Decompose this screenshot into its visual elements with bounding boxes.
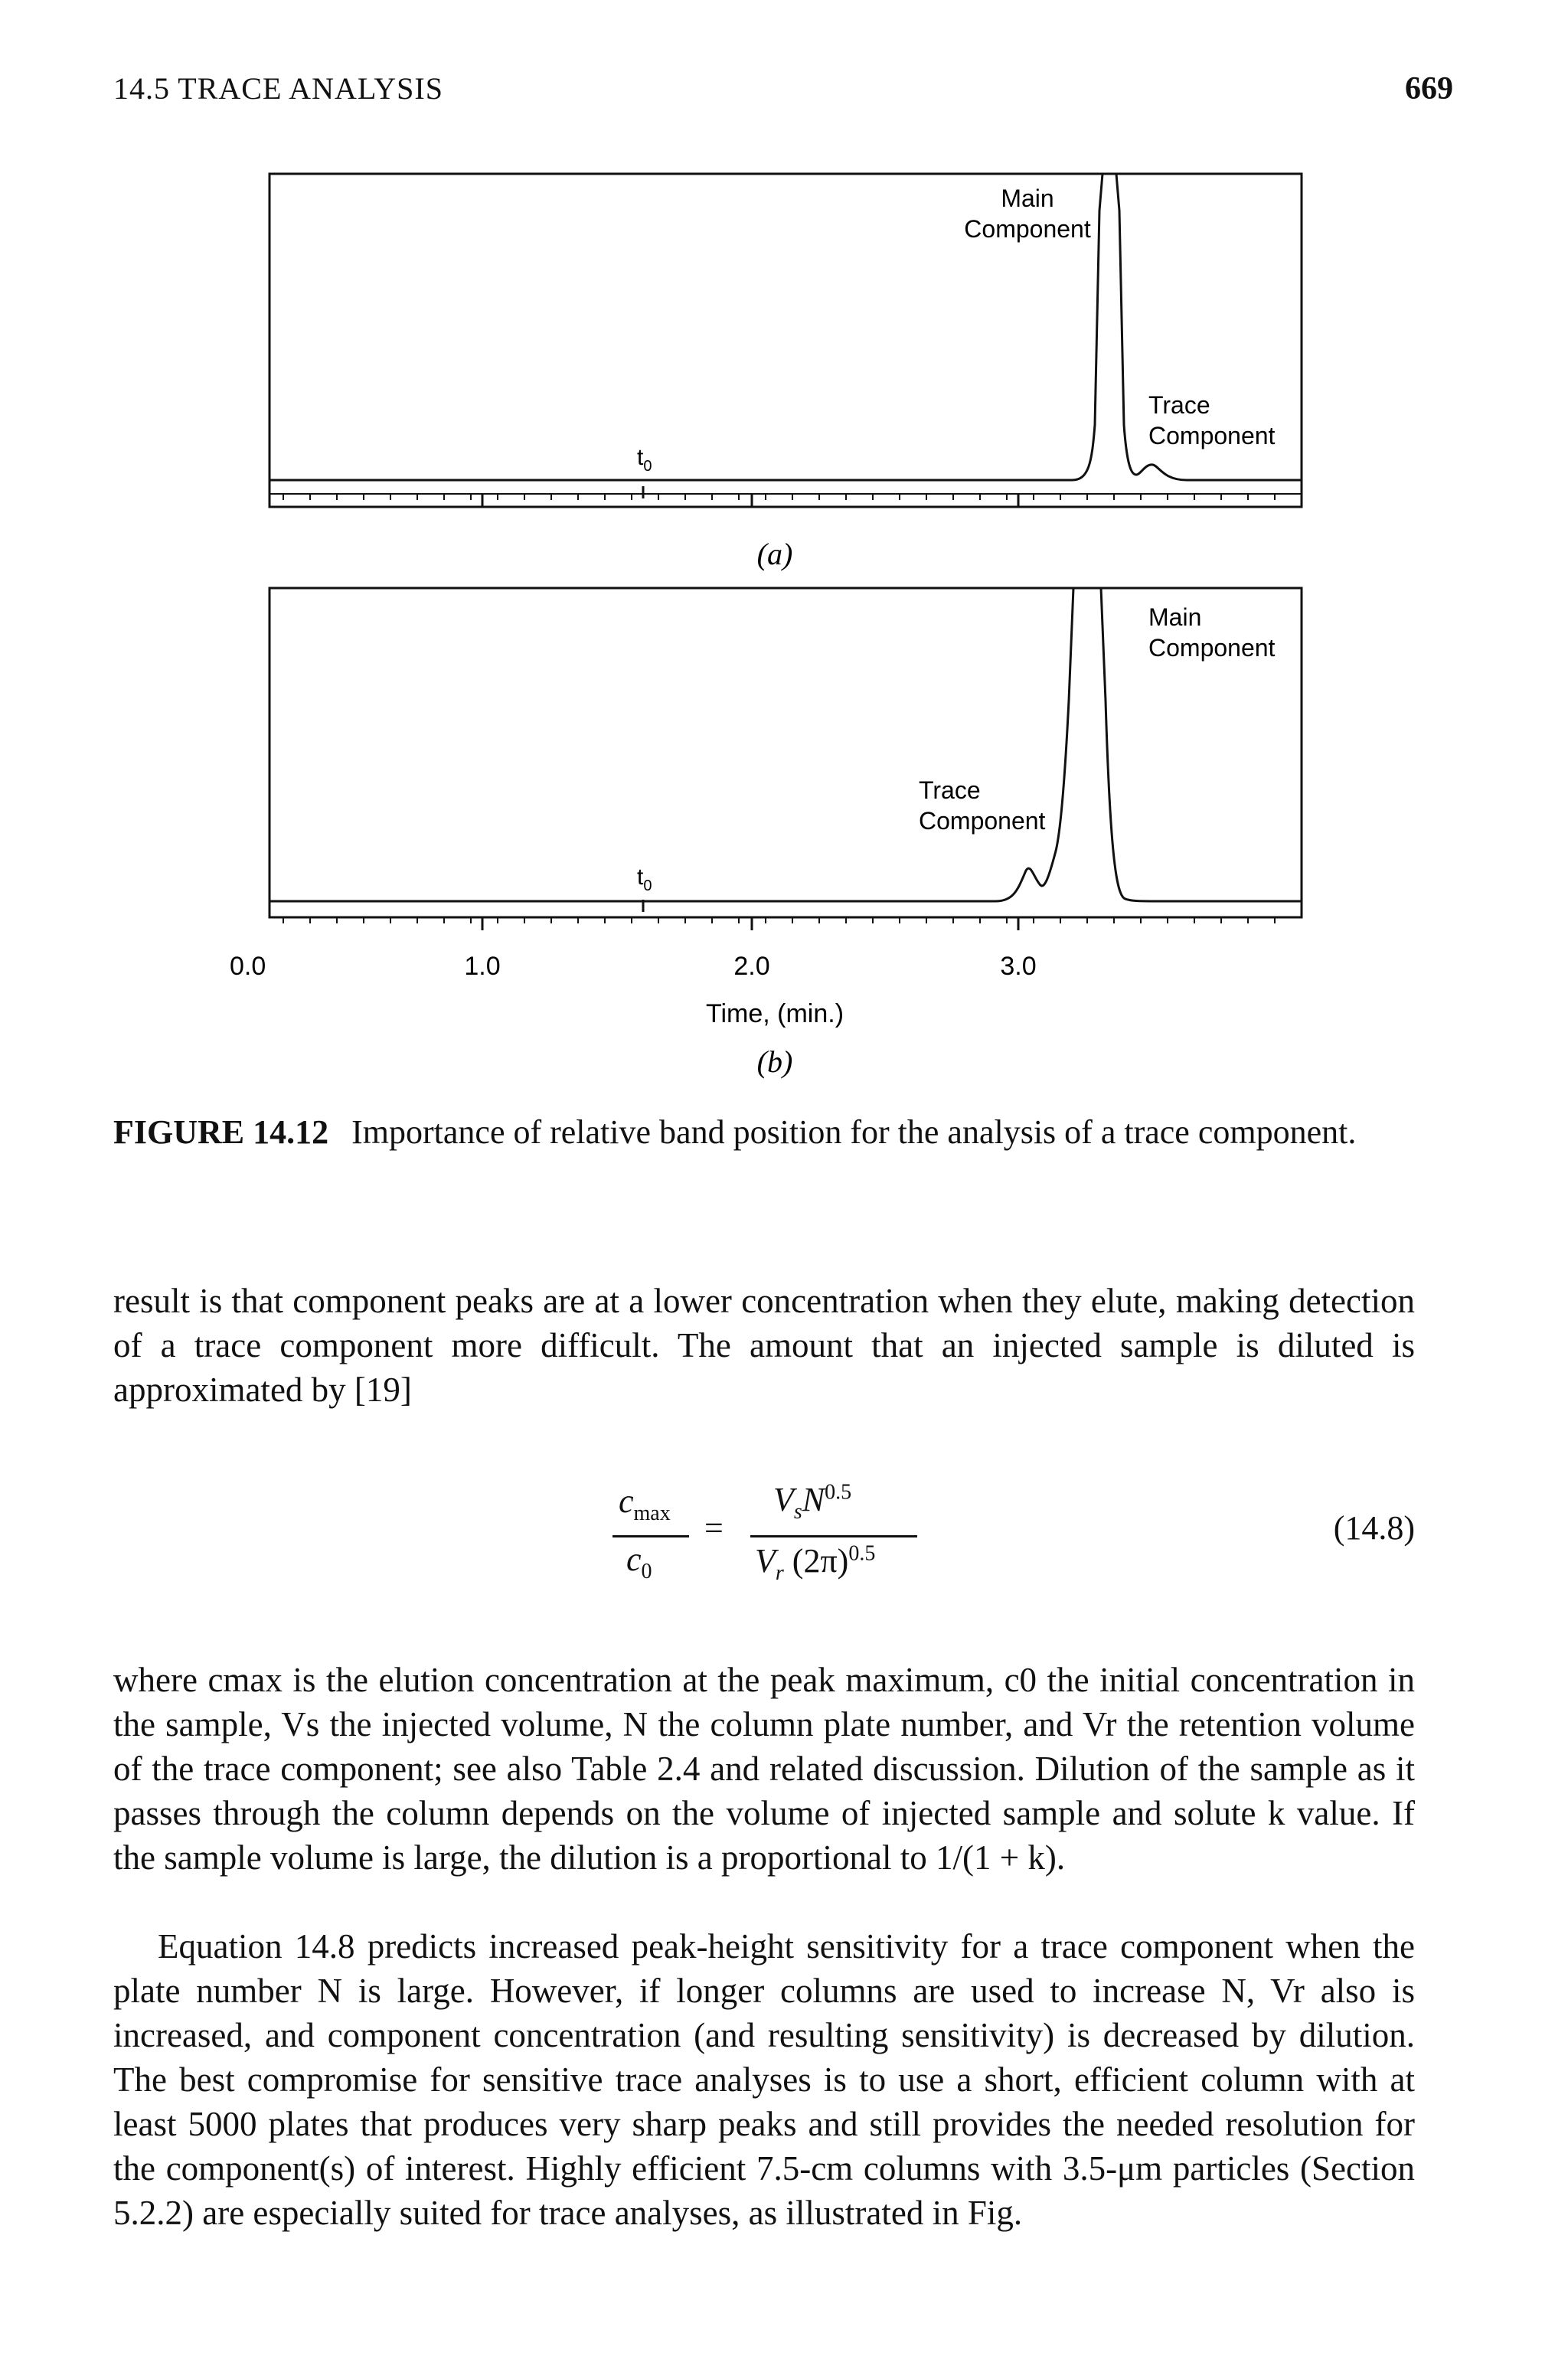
equation-14-8 (0, 1466, 1568, 1619)
panel-b-label: (b) (756, 1044, 793, 1079)
panel-a-trace (270, 174, 1302, 480)
equation-number: (14.8) (1333, 1509, 1415, 1547)
caption-text: Importance of relative band position for the analysis of a trace component. (351, 1113, 1357, 1151)
panel-b-main-label-1: Main (1148, 603, 1202, 631)
eq-rhs-numerator: $V_sN^{0.5}$ (773, 1480, 852, 1524)
panel-b-trace (270, 588, 1302, 901)
eq-lhs-denominator: $c_0$ (626, 1541, 652, 1583)
eq-lhs-numerator: $c_{max}$ (619, 1482, 671, 1525)
page-number: 669 (1405, 71, 1453, 106)
eq-equals: = (704, 1509, 724, 1547)
page-header (113, 70, 1453, 116)
panel-a-frame (270, 174, 1302, 507)
panel-b-frame (270, 588, 1302, 917)
tick-label-1: 1.0 (464, 952, 501, 981)
panel-a-main-label-1: Main (1001, 185, 1054, 212)
panel-b-trace-label-1: Trace (919, 776, 981, 804)
panel-b-trace-label-2: Component (919, 807, 1046, 835)
running-head: 14.5 TRACE ANALYSIS (113, 71, 443, 106)
chromatogram-figure (230, 165, 1317, 1106)
eq-lhs-fraction-bar (612, 1535, 689, 1537)
panel-a-trace-label-1: Trace (1148, 391, 1210, 419)
panel-b-t0-label: $t_0$ (637, 864, 652, 894)
panel-a (270, 174, 1302, 571)
body-paragraph-3: Equation 14.8 predicts increased peak-height sensitivity for a trace component when the plate number N is large. However, if longer columns are used to increase N, Vr also is increased, and component concentration (and resulting sensitivity) is decreased by dilution. The best compromise for sensitive trace analyses is to use a short, efficient column with at least 5000 plates that produces very sharp peaks and still provides the needed resolution for the component(s) of interest. Highly efficient 7.5-cm columns with 3.5-μm particles (Section 5.2.2) are especially suited for trace analyses, as illustrated in Fig. (113, 1927, 1415, 2232)
panel-a-minor-ticks (283, 494, 1275, 500)
panel-a-label: (a) (756, 537, 793, 571)
body-paragraph-1: result is that component peaks are at a lower concentration when they elute, making detection of a trace component more difficult. The amount that an injected sample is diluted is approximated by [19] (113, 1282, 1415, 1409)
panel-a-t0-label: $t_0$ (637, 445, 652, 475)
figure-14-12 (230, 165, 1317, 1106)
panel-b (230, 588, 1302, 1079)
panel-b-main-label-2: Component (1148, 634, 1276, 662)
tick-label-3: 3.0 (1000, 952, 1037, 981)
x-axis-label: Time, (min.) (705, 999, 844, 1028)
tick-label-2: 2.0 (733, 952, 770, 981)
body-paragraph-2: where cmax is the elution concentration at the peak maximum, c0 the initial concentration in the sample, Vs the injected volume, N the column plate number, and Vr the retention volume of the trace component; see also Table 2.4 and related discussion. Dilution of the sample as it passes through the column depends on the volume of injected sample and solute k value. If the sample volume is large, the dilution is a proportional to 1/(1 + k). (113, 1661, 1415, 1877)
eq-rhs-fraction-bar (750, 1535, 917, 1537)
caption-label: FIGURE 14.12 (113, 1113, 329, 1151)
tick-label-0: 0.0 (230, 952, 266, 981)
panel-a-trace-label-2: Component (1148, 422, 1276, 449)
figure-caption (113, 1110, 1415, 1155)
eq-rhs-denominator: $V_r$ $(2\pi)^{0.5}$ (755, 1541, 876, 1585)
panel-a-main-label-2: Component (964, 215, 1091, 243)
